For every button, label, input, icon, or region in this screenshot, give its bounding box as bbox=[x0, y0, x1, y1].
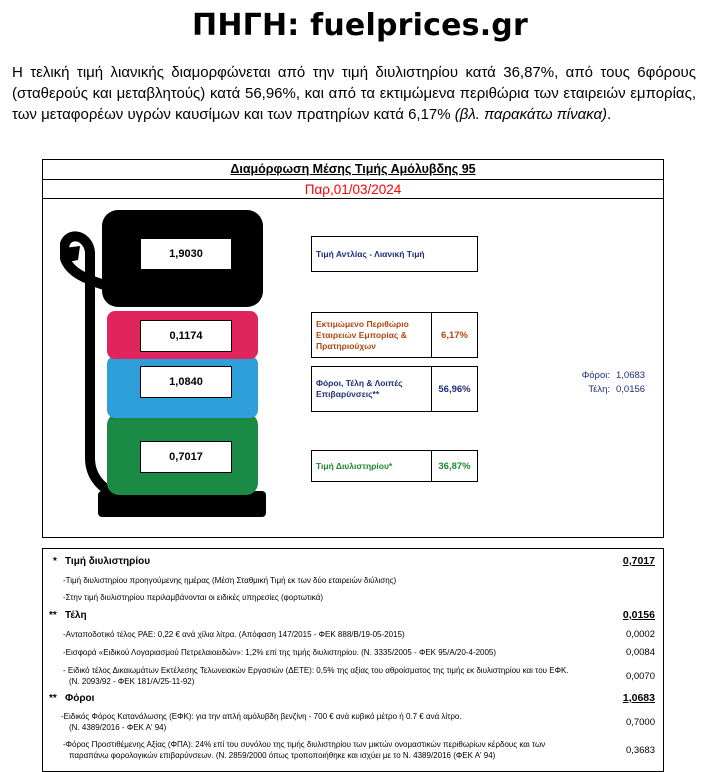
row-label: -Ειδικός Φόρος Κατανάλωσης (ΕΦΚ): για την απλή αμόλυβδη βενζίνη - 700 € ανά κυβικό μέτρο ή 0.7 € ανά λίτρο. bbox=[61, 712, 462, 721]
label-retail-price-text: Τιμή Αντλίας - Λιανική Τιμή bbox=[316, 248, 425, 259]
row-label: -Τιμή διυλιστηρίου προηγούμενης ημέρας (Μέση Σταθμική Τιμή εκ των δύο εταιρειών διύλισης) bbox=[63, 576, 397, 585]
label-taxes-pct: 56,96% bbox=[431, 367, 477, 411]
row-amount: 0,0156 bbox=[622, 609, 655, 621]
row-label: -Φόρος Προστιθέμενης Αξίας (ΦΠΑ): 24% επί του συνόλου της τιμής διυλιστηρίου των μικτών ονομαστικών περιθωρίων κέρδους και των bbox=[63, 740, 546, 749]
pump-value-retail: 1,9030 bbox=[140, 238, 232, 270]
row-mark: ** bbox=[49, 693, 57, 704]
row-mark: ** bbox=[49, 610, 57, 621]
label-refinery bbox=[311, 450, 478, 482]
row-label: Τιμή διυλιστηρίου bbox=[65, 556, 151, 567]
intro-hint: (βλ. παρακάτω πίνακα) bbox=[454, 106, 608, 123]
row-amount: 0,3683 bbox=[625, 745, 655, 756]
row-label: -Ανταποδοτικό τέλος ΡΑΕ: 0,22 € ανά χίλια λίτρα. (Απόφαση 147/2015 - ΦΕΚ 888/Β/19-05-2015) bbox=[63, 630, 405, 639]
row-label-2: (Ν. 4389/2016 - ΦΕΚ Α' 94) bbox=[69, 723, 167, 732]
row-amount: 0,0084 bbox=[625, 647, 655, 658]
row-label: -Εισφορά «Ειδικού Λογαριασμού Πετρελαιοειδών»: 1,2% επί της τιμής διυλιστηρίου. (Ν. 3335/2005 - ΦΕΚ 95/Α/20-4-2005) bbox=[63, 648, 497, 657]
label-refinery-pct: 36,87% bbox=[431, 451, 477, 481]
side-taxes-label: Φόροι: bbox=[581, 370, 610, 381]
breakdown-row-efk bbox=[43, 711, 663, 735]
label-margin bbox=[311, 312, 478, 358]
diagram-date: Παρ,01/03/2024 bbox=[42, 179, 664, 199]
label-taxes bbox=[311, 366, 478, 412]
pump-value-taxes: 1,0840 bbox=[140, 366, 232, 398]
row-amount: 0,7000 bbox=[625, 717, 655, 728]
row-label: -Στην τιμή διυλιστηρίου περιλαμβάνονται οι ειδικές υπηρεσίες (φορτωτικά) bbox=[63, 593, 323, 602]
row-amount: 0,0070 bbox=[625, 671, 655, 682]
label-retail-price bbox=[311, 236, 478, 272]
row-amount: 0,7017 bbox=[622, 555, 655, 567]
side-taxes-value: 1,0683 bbox=[616, 370, 646, 381]
pump-value-refinery: 0,7017 bbox=[140, 441, 232, 473]
intro-paragraph bbox=[12, 62, 696, 125]
side-fees-value: 0,0156 bbox=[616, 384, 646, 395]
row-label: - Ειδικό τέλος Δικαιωμάτων Εκτέλεσης Τελωνειακών Εργασιών (ΔΕΤΕ): 0,5% της αξίας του αθροίσματος της τιμής εκ διυλιστηρίου και του ΕΦΚ. bbox=[63, 666, 569, 675]
side-fees-label: Τέλη: bbox=[588, 384, 610, 395]
row-label: Φόροι bbox=[65, 693, 95, 704]
intro-text: Η τελική τιμή λιανικής διαμορφώνεται από την τιμή διυλιστηρίου κατά 36,87%, από τους 6φόρους (σταθερούς και μεταβλητούς) κατά 56,96%, και από τα εκτιμώμενα περιθώρια των εταιρειών εμπορίας, των μεταφορέων υγρών καυσίμων και των πρατηρίων κατά 6,17% bbox=[12, 64, 696, 123]
label-taxes-text: Φόροι, Τέλη & Λοιπές Επιβαρύνσεις** bbox=[316, 378, 403, 399]
breakdown-row-vat bbox=[43, 739, 663, 763]
breakdown-row-dete bbox=[43, 665, 663, 689]
breakdown-table bbox=[42, 548, 664, 772]
row-amount: 0,0002 bbox=[625, 629, 655, 640]
row-label-2: (Ν. 2093/92 - ΦΕΚ 181/Α/25-11-92) bbox=[69, 677, 195, 686]
label-margin-text: Εκτιμώμενο Περιθώριο Εταιρειών Εμπορίας & Πρατηριούχων bbox=[316, 318, 409, 351]
row-label: Τέλη bbox=[65, 610, 87, 621]
row-label-2: παραπάνω φορολογικών επιβαρύνσεων. (Ν. 2859/2000 όπως τροποποιήθηκε και ισχύει με το Ν. 4389/2016 (ΦΕΚ Α' 94) bbox=[69, 751, 496, 760]
diagram-title: Διαμόρφωση Μέσης Τιμής Αμόλυβδης 95 bbox=[42, 159, 664, 179]
label-margin-pct: 6,17% bbox=[431, 313, 477, 357]
label-refinery-text: Τιμή Διυλιστηρίου* bbox=[316, 460, 393, 471]
pump-value-margin: 0,1174 bbox=[140, 320, 232, 352]
page-title: ΠΗΓΗ: fuelprices.gr bbox=[192, 8, 528, 43]
intro-end: . bbox=[607, 106, 612, 123]
row-mark: * bbox=[53, 556, 57, 567]
row-amount: 1,0683 bbox=[622, 692, 655, 704]
